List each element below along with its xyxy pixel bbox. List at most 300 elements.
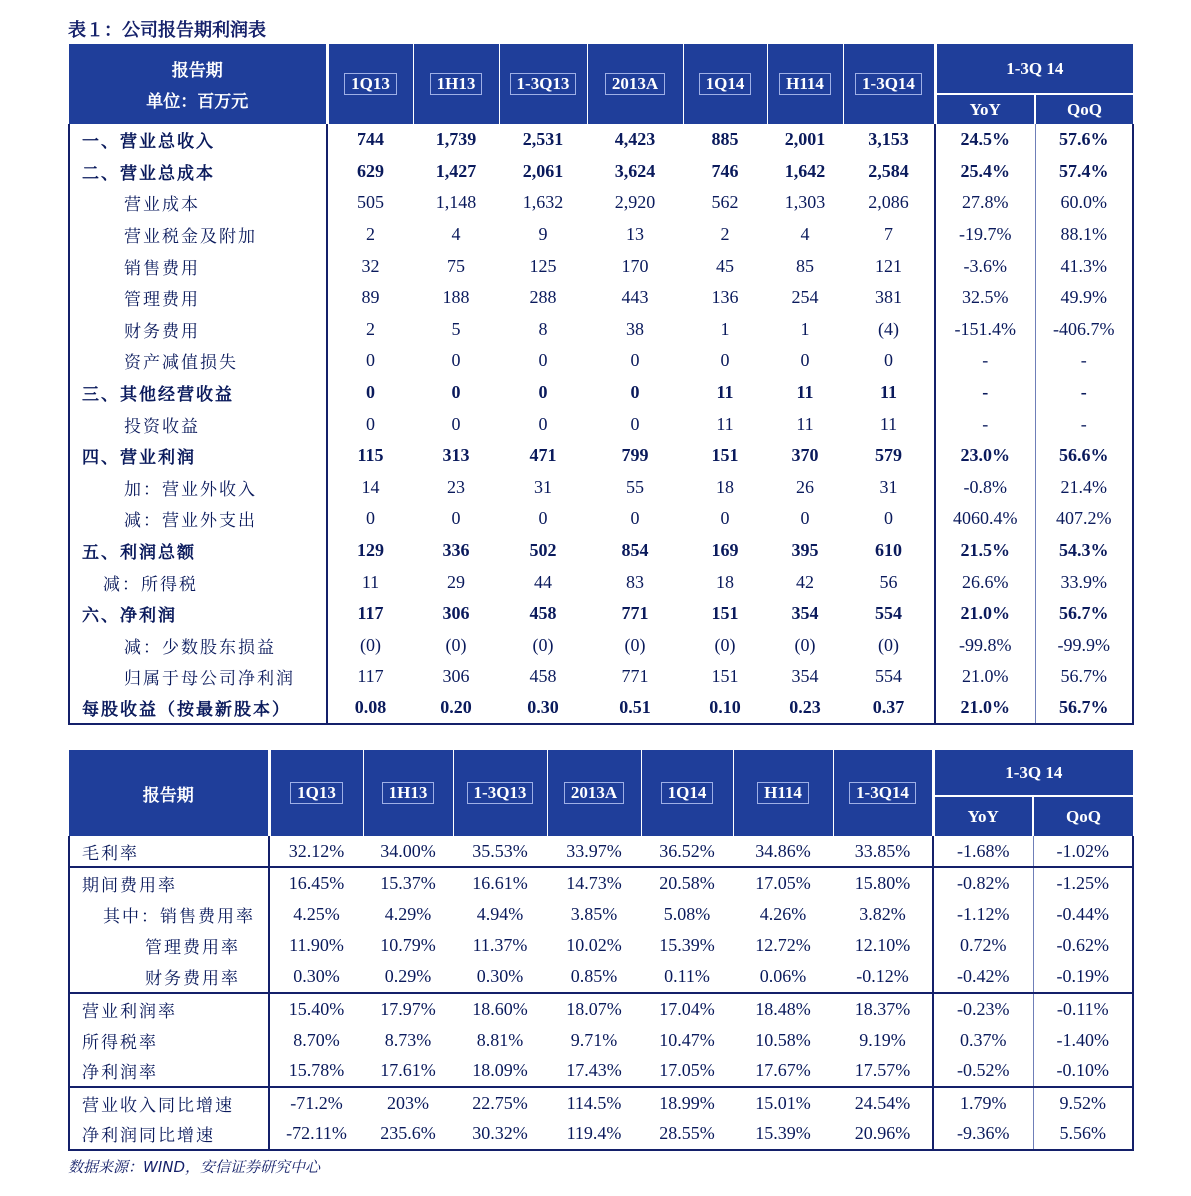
column-header-label: 1Q13	[290, 782, 343, 804]
table-cell: 31	[534, 476, 552, 497]
table-cell: 24.5%	[935, 124, 1035, 156]
table-cell: 21.0%	[935, 598, 1035, 630]
table-cell: 4	[451, 224, 461, 245]
table-row	[69, 661, 1133, 693]
table-cell: 115	[327, 440, 413, 472]
table-cell: 56.7%	[1035, 693, 1133, 725]
table-cell: 15.40%	[269, 993, 363, 1024]
table-cell: 744	[327, 124, 413, 156]
table-cell: 17.57%	[854, 1060, 911, 1081]
table-row	[69, 377, 1133, 409]
table-cell: 0	[327, 503, 413, 535]
table-cell: 33.97%	[566, 840, 622, 861]
table-cell: 49.9%	[1035, 282, 1133, 314]
table-cell: 21.0%	[935, 693, 1035, 725]
table-cell: 1,642	[784, 160, 826, 181]
table-cell: 9.52%	[1033, 1087, 1133, 1118]
row-label: 四、营业利润	[69, 440, 327, 472]
table-cell: 44	[534, 571, 552, 592]
table-row	[69, 535, 1133, 567]
table-cell: 21.0%	[935, 661, 1035, 693]
table-cell: -0.12%	[856, 966, 909, 987]
table-row	[69, 124, 1133, 156]
table-cell: 854	[621, 540, 649, 561]
table-cell: 4.29%	[384, 903, 432, 924]
table-cell: 17.61%	[380, 1060, 436, 1081]
table-row	[69, 1024, 1133, 1055]
table-cell: 1,427	[435, 160, 477, 181]
table-cell: (0)	[624, 634, 646, 655]
table-cell: 170	[621, 255, 649, 276]
table-cell: 188	[442, 287, 470, 308]
table-cell: 75	[447, 255, 465, 276]
row-label: 销售费用	[69, 250, 327, 282]
table-cell: 56	[879, 571, 898, 592]
table-cell: 15.80%	[833, 867, 933, 898]
table-cell: 34.86%	[755, 840, 811, 861]
table-cell: 0	[720, 508, 730, 529]
table-cell: 0	[451, 413, 461, 434]
table-cell: 4	[800, 224, 810, 245]
table-cell: 0	[451, 382, 461, 403]
column-header	[363, 750, 453, 836]
column-header-label: 2013A	[605, 73, 665, 95]
table-cell: -	[935, 345, 1035, 377]
table-cell: -0.52%	[933, 1056, 1033, 1087]
table-cell: 56.7%	[1035, 661, 1133, 693]
row-label: 二、营业总成本	[69, 156, 327, 188]
table-cell: 18	[716, 571, 734, 592]
table-row	[69, 156, 1133, 188]
table-cell: 30.32%	[453, 1119, 547, 1150]
table-cell: 0.10	[683, 693, 767, 725]
table-cell: 1,632	[522, 192, 564, 213]
column-header-label: 1-3Q14	[849, 782, 916, 804]
table-cell: 1,303	[784, 192, 826, 213]
table-row	[69, 314, 1133, 346]
table-cell: 502	[529, 540, 557, 561]
sub-column-header: QoQ	[1035, 94, 1133, 124]
row-label: 六、净利润	[69, 598, 327, 630]
table-cell: 15.39%	[733, 1119, 833, 1150]
table-cell: 17.97%	[363, 993, 453, 1024]
table-row	[69, 503, 1133, 535]
table-cell: 117	[327, 598, 413, 630]
table-cell: 32	[327, 250, 413, 282]
table-cell: -99.9%	[1035, 630, 1133, 662]
table-row	[69, 187, 1133, 219]
table-cell: 29	[447, 571, 465, 592]
table-cell: 0	[327, 345, 413, 377]
table-cell: -0.11%	[1033, 993, 1133, 1024]
period-header-cell	[69, 750, 269, 836]
table-cell: 3.82%	[859, 903, 906, 924]
table-cell: 4,423	[614, 129, 656, 150]
table-cell: 0.72%	[933, 930, 1033, 961]
table-cell: 8.81%	[476, 1029, 524, 1050]
table-cell: 471	[529, 445, 557, 466]
table-cell: 0.23	[767, 693, 843, 725]
column-header	[767, 44, 843, 124]
table-cell: 32.12%	[269, 836, 363, 867]
table-cell: 0.30%	[269, 962, 363, 993]
row-label: 财务费用率	[69, 962, 269, 993]
table-row	[69, 630, 1133, 662]
table-cell: 15.37%	[363, 867, 453, 898]
table-cell: 12.72%	[755, 935, 811, 956]
table-cell: 235.6%	[363, 1119, 453, 1150]
table-cell: 354	[791, 603, 819, 624]
table-cell: 381	[875, 287, 902, 308]
table-cell: 11	[879, 413, 898, 434]
table-cell: 9.71%	[570, 1029, 618, 1050]
table-cell: 169	[711, 540, 739, 561]
table-cell: 89	[327, 282, 413, 314]
table-cell: 0	[800, 350, 810, 371]
table-cell: 11	[716, 382, 734, 403]
table-cell: 0.51	[587, 693, 683, 725]
table-cell: 10.47%	[659, 1029, 715, 1050]
row-label: 所得税率	[69, 1024, 269, 1055]
row-label: 减：少数股东损益	[69, 630, 327, 662]
table-cell: 3,624	[614, 160, 656, 181]
column-header	[833, 750, 933, 836]
column-header	[547, 750, 641, 836]
table-cell: -19.7%	[935, 219, 1035, 251]
row-label: 营业利润率	[69, 993, 269, 1024]
table-cell: 22.75%	[453, 1087, 547, 1118]
table-cell: 0	[630, 413, 640, 434]
table-cell: 28.55%	[641, 1119, 733, 1150]
table-cell: 3.85%	[570, 903, 618, 924]
table-cell: (0)	[327, 630, 413, 662]
table-cell: 56.7%	[1035, 598, 1133, 630]
table-cell: 0	[630, 382, 640, 403]
table-cell: 17.04%	[641, 993, 733, 1024]
row-label: 归属于母公司净利润	[69, 661, 327, 693]
column-header	[587, 44, 683, 124]
table-cell: 57.4%	[1035, 156, 1133, 188]
table-cell: 11	[796, 382, 814, 403]
table-cell: -151.4%	[935, 314, 1035, 346]
table-cell: 288	[529, 287, 557, 308]
table-cell: 8.70%	[269, 1024, 363, 1055]
table-cell: 35.53%	[472, 840, 528, 861]
row-label: 营业收入同比增速	[69, 1087, 269, 1118]
table-cell: 313	[442, 445, 470, 466]
table-row	[69, 472, 1133, 504]
table-cell: -	[935, 408, 1035, 440]
table-cell: 2	[327, 219, 413, 251]
table-row	[69, 282, 1133, 314]
table-cell: 25.4%	[935, 156, 1035, 188]
table-cell: 5	[451, 318, 461, 339]
table-cell: 0.37%	[933, 1024, 1033, 1055]
table-row	[69, 867, 1133, 898]
table-cell: 9.19%	[859, 1029, 906, 1050]
table-cell: 407.2%	[1035, 503, 1133, 535]
table-cell: 11	[879, 382, 897, 403]
table-cell: 306	[442, 666, 470, 687]
table-cell: 85	[796, 255, 814, 276]
table-cell: 114.5%	[547, 1087, 641, 1118]
table-cell: -71.2%	[269, 1087, 363, 1118]
table-row	[69, 345, 1133, 377]
table-cell: 11	[796, 413, 814, 434]
table-cell: 2,584	[868, 160, 909, 181]
table-cell: 0	[720, 350, 730, 371]
column-header	[843, 44, 935, 124]
table-row	[69, 836, 1133, 867]
table-cell: 885	[711, 129, 739, 150]
table-cell: (0)	[878, 634, 899, 655]
table-cell: 38	[626, 318, 644, 339]
table-cell: 11.90%	[269, 930, 363, 961]
table-cell: -0.10%	[1033, 1056, 1133, 1087]
table-row	[69, 219, 1133, 251]
table-cell: 136	[711, 287, 739, 308]
table-cell: 10.58%	[755, 1029, 811, 1050]
table-cell: 17.67%	[755, 1060, 811, 1081]
row-label: 减：所得税	[69, 566, 327, 598]
table-cell: 20.58%	[641, 867, 733, 898]
table-cell: -0.62%	[1033, 930, 1133, 961]
table-cell: 4.94%	[476, 903, 524, 924]
table-cell: -1.25%	[1033, 867, 1133, 898]
column-header	[413, 44, 499, 124]
table-cell: 0	[538, 508, 548, 529]
table-cell: 33.85%	[854, 840, 911, 861]
table-cell: 119.4%	[547, 1119, 641, 1150]
table-cell: (0)	[532, 634, 554, 655]
table-cell: 32.5%	[935, 282, 1035, 314]
table-cell: 8	[538, 318, 548, 339]
table-cell: 54.3%	[1035, 535, 1133, 567]
row-label: 期间费用率	[69, 867, 269, 898]
table-cell: 36.52%	[659, 840, 715, 861]
table-cell: 10.79%	[380, 935, 436, 956]
row-label: 资产减值损失	[69, 345, 327, 377]
table-cell: -9.36%	[933, 1119, 1033, 1150]
table-cell: 83	[626, 571, 644, 592]
row-label: 一、营业总收入	[69, 124, 327, 156]
table-cell: 17.05%	[733, 867, 833, 898]
table-row	[69, 930, 1133, 961]
source-note: 数据来源：WIND，安信证券研究中心	[68, 1158, 321, 1176]
period-label: 报告期	[171, 61, 223, 80]
table-cell: 1.79%	[933, 1087, 1033, 1118]
table-cell: 18.60%	[453, 993, 547, 1024]
table-cell: -1.68%	[933, 836, 1033, 867]
table-row	[69, 408, 1133, 440]
table-cell: 1	[800, 318, 810, 339]
table-cell: 18.99%	[641, 1087, 733, 1118]
table-cell: (0)	[445, 634, 467, 655]
table-cell: 1	[720, 318, 730, 339]
table-cell: 33.9%	[1035, 566, 1133, 598]
table-row	[69, 1056, 1133, 1087]
table-cell: 125	[529, 255, 557, 276]
table-cell: 306	[442, 603, 470, 624]
table-cell: 354	[791, 666, 819, 687]
row-label: 财务费用	[69, 314, 327, 346]
table-cell: 2,920	[614, 192, 656, 213]
table-cell: 3,153	[868, 129, 909, 150]
table-cell: 117	[327, 661, 413, 693]
table-cell: -1.12%	[933, 899, 1033, 930]
table-cell: 151	[711, 603, 739, 624]
table-cell: 45	[716, 255, 734, 276]
table-cell: 151	[711, 445, 739, 466]
table-cell: 0	[884, 508, 893, 529]
row-label: 五、利润总额	[69, 535, 327, 567]
table-cell: 8.73%	[384, 1029, 432, 1050]
table-cell: 23.0%	[935, 440, 1035, 472]
table-row	[69, 693, 1133, 725]
table-cell: 0	[538, 350, 548, 371]
row-label: 营业成本	[69, 187, 327, 219]
table-cell: -0.82%	[933, 867, 1033, 898]
table-cell: 16.45%	[269, 867, 363, 898]
table-cell: 4.26%	[759, 903, 807, 924]
table-cell: -99.8%	[935, 630, 1035, 662]
table-cell: 0	[538, 413, 548, 434]
table-cell: 88.1%	[1035, 219, 1133, 251]
table-cell: 505	[327, 187, 413, 219]
row-label: 其中：销售费用率	[69, 899, 269, 930]
table-cell: 629	[327, 156, 413, 188]
table-cell: 443	[621, 287, 649, 308]
table-cell: 11	[716, 413, 734, 434]
table-cell: -	[1035, 377, 1133, 409]
table-cell: 562	[711, 192, 739, 213]
table-cell: 55	[626, 476, 644, 497]
table-cell: 9	[538, 224, 548, 245]
table-cell: 0.20	[413, 693, 499, 725]
table-cell: -0.44%	[1033, 899, 1133, 930]
table-cell: 57.6%	[1035, 124, 1133, 156]
table-cell: 2	[327, 314, 413, 346]
table-cell: 17.43%	[566, 1060, 622, 1081]
table-row	[69, 1119, 1133, 1150]
table-cell: 0.06%	[759, 966, 807, 987]
table-cell: -72.11%	[269, 1119, 363, 1150]
column-header-label: 1H13	[382, 782, 435, 804]
row-label: 每股收益（按最新股本）	[69, 693, 327, 725]
table-cell: 26.6%	[935, 566, 1035, 598]
table-cell: 0.37	[843, 693, 935, 725]
column-header	[499, 44, 587, 124]
income-statement-table	[68, 44, 1134, 725]
table-cell: 554	[875, 666, 902, 687]
table-cell: 370	[791, 445, 819, 466]
table-cell: 554	[875, 603, 902, 624]
table-cell: 2,001	[784, 129, 826, 150]
table-cell: 0	[451, 350, 461, 371]
table-cell: 395	[791, 540, 819, 561]
table-row	[69, 598, 1133, 630]
table-cell: 1,739	[435, 129, 477, 150]
table-cell: 0	[800, 508, 810, 529]
table-cell: 0	[884, 350, 893, 371]
table-cell: 0.11%	[664, 966, 710, 987]
table-row	[69, 899, 1133, 930]
table-cell: -0.19%	[1033, 962, 1133, 993]
table-cell: 60.0%	[1035, 187, 1133, 219]
table-cell: 24.54%	[833, 1087, 933, 1118]
column-header	[327, 44, 413, 124]
table-cell: 254	[791, 287, 819, 308]
row-label: 三、其他经营收益	[69, 377, 327, 409]
table-cell: 21.4%	[1035, 472, 1133, 504]
group-header: 1-3Q 14	[933, 750, 1133, 796]
table-cell: 2,061	[522, 160, 564, 181]
table-cell: 458	[529, 666, 557, 687]
table-cell: -1.02%	[1033, 836, 1133, 867]
column-header	[453, 750, 547, 836]
column-header-label: H114	[757, 782, 809, 804]
table-cell: 2,086	[868, 192, 909, 213]
table-cell: -1.40%	[1033, 1024, 1133, 1055]
table-cell: 0.08	[327, 693, 413, 725]
table-cell: 2	[720, 224, 730, 245]
table-cell: 12.10%	[854, 935, 911, 956]
table-cell: 42	[796, 571, 814, 592]
table-cell: 15.01%	[733, 1087, 833, 1118]
column-header-label: 1-3Q13	[467, 782, 534, 804]
table-cell: 0.85%	[570, 966, 618, 987]
column-header	[733, 750, 833, 836]
table-cell: (0)	[714, 634, 736, 655]
row-label: 投资收益	[69, 408, 327, 440]
table-cell: 151	[711, 666, 739, 687]
row-label: 管理费用率	[69, 930, 269, 961]
table-cell: -0.42%	[933, 962, 1033, 993]
table-cell: 1,148	[435, 192, 477, 213]
sub-column-header: YoY	[935, 94, 1035, 124]
table-cell: 7	[884, 224, 893, 245]
table-cell: 11.37%	[472, 935, 528, 956]
table-cell: 0.30	[499, 693, 587, 725]
table-cell: 203%	[363, 1087, 453, 1118]
table-cell: -0.23%	[933, 993, 1033, 1024]
table-cell: -0.8%	[935, 472, 1035, 504]
sub-column-header: QoQ	[1033, 796, 1133, 836]
table-cell: 27.8%	[935, 187, 1035, 219]
table-cell: 26	[796, 476, 814, 497]
table-cell: 14.73%	[547, 867, 641, 898]
table-cell: 0	[630, 508, 640, 529]
table-cell: 771	[621, 666, 649, 687]
table-cell: 18	[716, 476, 734, 497]
column-header-label: 2013A	[564, 782, 624, 804]
table-cell: 0	[327, 408, 413, 440]
table-cell: 18.48%	[733, 993, 833, 1024]
table-cell: 0.30%	[476, 966, 524, 987]
table-cell: 0	[451, 508, 461, 529]
table-row	[69, 993, 1133, 1024]
table-cell: 17.05%	[659, 1060, 715, 1081]
table-cell: 771	[621, 603, 649, 624]
table-cell: 4060.4%	[935, 503, 1035, 535]
column-header-label: 1-3Q13	[510, 73, 577, 95]
table-cell: 41.3%	[1035, 250, 1133, 282]
row-label: 管理费用	[69, 282, 327, 314]
table-cell: 0	[327, 377, 413, 409]
column-header	[269, 750, 363, 836]
table-cell: 13	[626, 224, 644, 245]
period-label: 报告期	[142, 785, 194, 805]
